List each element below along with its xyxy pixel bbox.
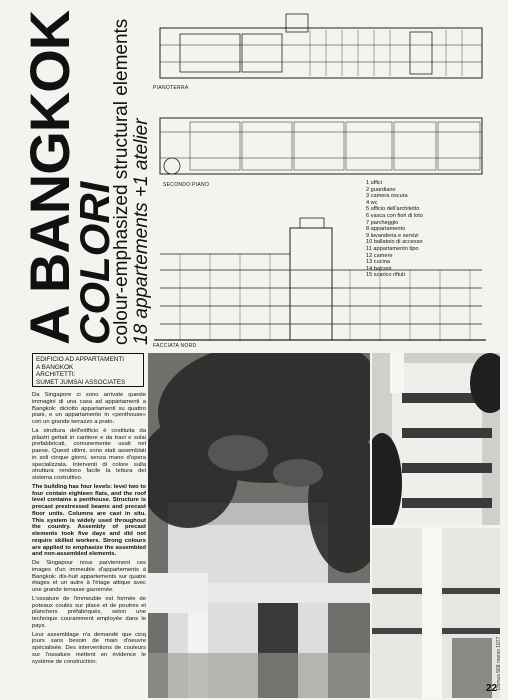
second-floor-plan (160, 118, 482, 174)
paragraph-fr-1: De Singapour nous parviennent ces images d'un immeuble d'appartements à Bangkok: dix-huit appartements sur quatre étages et un autre à l'étage attique avec une grande terrasse gazonnée. (32, 560, 146, 593)
balconies-photo (372, 353, 500, 525)
legend-item: 8 appartamento (366, 226, 406, 233)
title-line-2: COLORI (71, 181, 118, 345)
legend-item: 1 uffici (366, 180, 383, 186)
paragraph-en: The building has four levels: level two to four contain eighteen flats, and the roof level contains a penthouse. Structure is precast prestressed beams and precast floor units. Columns are cast in situ. This system is widely used throughout the country. Assembly of precast elements took five days and did not require skilled workers. Strong colours are applied to emphasize the assembled and non-assembled elements. (32, 483, 146, 558)
architectural-drawings (150, 10, 492, 348)
legend-item: 9 lavanderia e servizi (366, 232, 419, 239)
info-line-3: ARCHITETTI: (36, 371, 76, 379)
north-facade (154, 218, 486, 340)
north-facade-label: FACCIATA NORD (153, 343, 197, 349)
article-text (32, 392, 146, 667)
title-line-1: A BANGKOK (18, 10, 81, 345)
page-number: 22 (486, 683, 498, 694)
facade-detail-photo (372, 528, 500, 698)
legend-item: 4 wc (366, 199, 378, 206)
paragraph-it-2: La struttura dell'edificio è costituita da pilastri gettati in cantiere e da travi e solai prefabbricati, comunemente usati nel paese. Questi ultimi, sono stati assemblati in soli cinque giorni, senza mano d'opera specializzata. Interventi di colore sulla struttura rendono facile la lettura del sistema costruttivo. (32, 427, 146, 481)
legend-item: 10 ballatoio di accesso (366, 239, 423, 246)
legend-item: 11 appartamento tipo (366, 245, 419, 252)
legend-item: 6 vasca con fiori di loto (366, 212, 423, 219)
plan-legend (366, 180, 423, 279)
info-line-1: EDIFICIO AD APPARTAMENTI (36, 356, 125, 363)
legend-item: 3 camera oscura (366, 193, 408, 200)
project-info-box (32, 353, 144, 387)
paragraph-fr-3: Leur assemblage n'a demandé que cinq jours sans besoin de main d'oeuvre spécialisée. Des interventions de couleurs sur l'ossature mettent en évidence le système de construction. (32, 631, 146, 665)
publication-credit: Domus 568 marzo 1977 (496, 636, 502, 690)
title-line-4: 18 appartements +1 atelier (131, 118, 152, 345)
vertical-title-block (0, 0, 150, 350)
paragraph-it-1: Da Singapore ci sono arrivate queste immagini di una casa ad appartamenti a Bangkok: diciotto appartamenti su quattro piani, e un appartamento in «penthouse» con un grande terrazzo a prato. (32, 392, 146, 425)
ground-floor-plan (160, 14, 482, 78)
ground-floor-label: PIANOTERRA (153, 85, 189, 91)
title-line-3: colour-emphasized structural elements (111, 18, 132, 345)
legend-item: 15 scarico rifiuti (366, 272, 405, 279)
legend-item: 12 camere (366, 252, 393, 259)
legend-item: 7 parcheggio (366, 219, 399, 226)
legend-item: 2 guardiano (366, 186, 396, 193)
paragraph-fr-2: L'ossature de l'immeuble est formée de poteaux coulés sur place et de poutres et planchers préfabriqués, selon une technique couramment employée dans le pays. (32, 595, 146, 629)
info-line-4: SUMET JUMSAI ASSOCIATES (36, 378, 126, 386)
second-floor-label: SECONDO PIANO (163, 182, 210, 188)
main-building-photo (148, 353, 370, 698)
legend-item: 13 cucina (366, 259, 390, 266)
legend-item: 14 balconi (366, 265, 392, 272)
info-line-2: A BANGKOK (36, 363, 74, 371)
legend-item: 5 ufficio dell'architetto (366, 206, 420, 213)
